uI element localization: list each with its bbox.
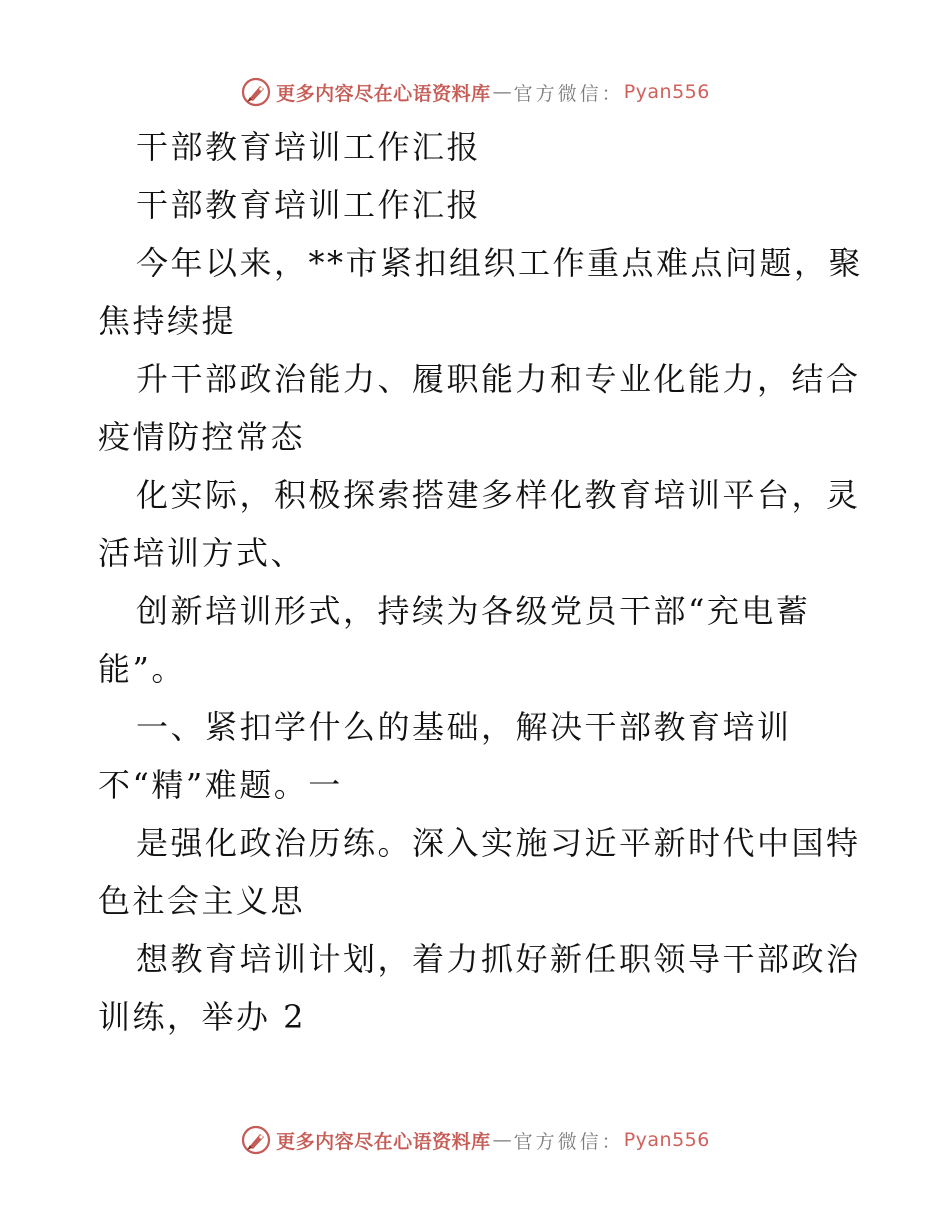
banner-separator: — <box>492 1129 512 1151</box>
section-heading-line: 不“精”难题。一 <box>98 766 343 804</box>
paragraph-line: 化实际，积极探索搭建多样化教育培训平台，灵 <box>136 476 861 514</box>
paragraph-line: 想教育培训计划，着力抓好新任职领导干部政治 <box>136 940 861 978</box>
doc-title-line-repeat: 干部教育培训工作汇报 <box>136 186 482 224</box>
footer-watermark-banner <box>0 1118 950 1162</box>
document-body <box>98 118 864 1046</box>
banner-wechat-id: Pyan556 <box>623 1129 710 1151</box>
banner-wechat-id: Pyan556 <box>623 81 710 103</box>
banner-separator: — <box>492 81 512 103</box>
paragraph-line: 今年以来，**市紧扣组织工作重点难点问题，聚 <box>136 244 864 282</box>
paragraph-line: 疫情防控常态 <box>98 418 306 456</box>
paragraph-line: 训练，举办 2 <box>98 998 307 1036</box>
section-heading-line: 一、紧扣学什么的基础，解决干部教育培训 <box>136 708 792 746</box>
pen-nib-logo-icon <box>240 76 272 108</box>
banner-official-label: 官方微信： <box>513 1130 624 1153</box>
header-watermark-banner <box>0 70 950 114</box>
paragraph-line: 升干部政治能力、履职能力和专业化能力，结合 <box>136 360 861 398</box>
paragraph-line: 色社会主义思 <box>98 882 306 920</box>
paragraph-line: 活培训方式、 <box>98 534 306 572</box>
banner-brand-text: 更多内容尽在心语资料库 <box>276 82 491 105</box>
doc-title-line: 干部教育培训工作汇报 <box>136 128 482 166</box>
banner-official-label: 官方微信： <box>513 82 624 105</box>
paragraph-line: 创新培训形式，持续为各级党员干部“充电蓄 <box>136 592 811 630</box>
pen-nib-logo-icon <box>240 1124 272 1156</box>
paragraph-line: 能”。 <box>98 650 186 688</box>
paragraph-line: 焦持续提 <box>98 302 237 340</box>
banner-brand-text: 更多内容尽在心语资料库 <box>276 1130 491 1153</box>
paragraph-line: 是强化政治历练。深入实施习近平新时代中国特 <box>136 824 861 862</box>
